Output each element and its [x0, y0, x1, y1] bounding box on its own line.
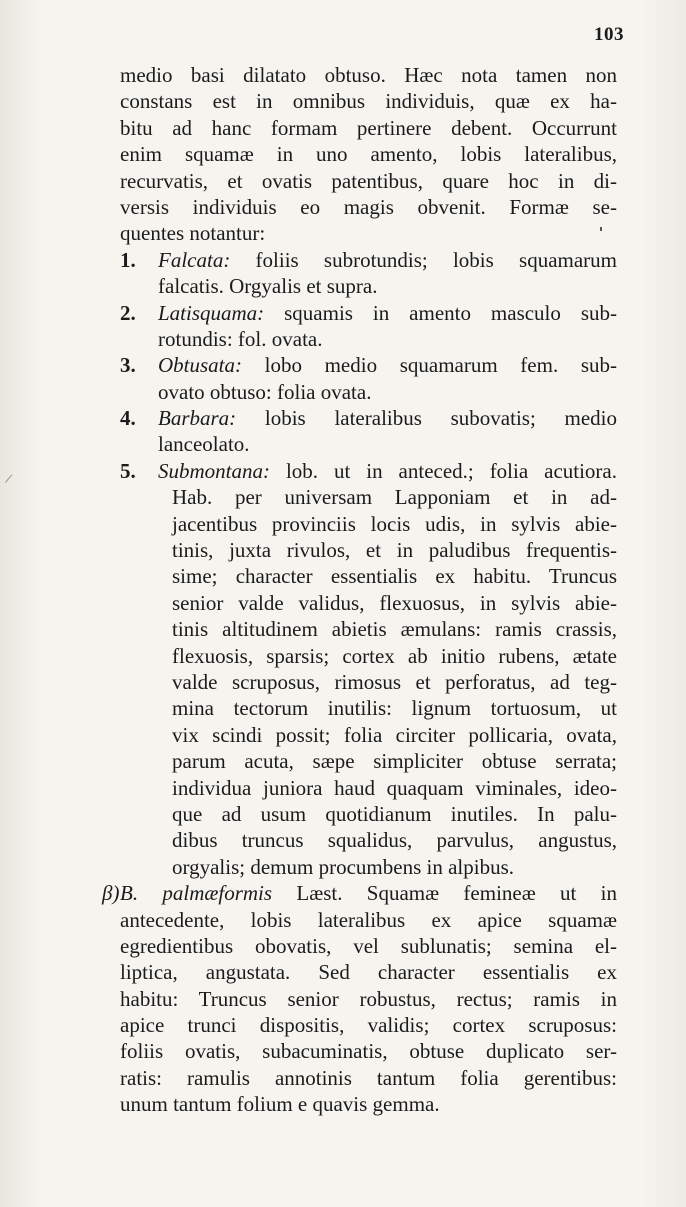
text-line: habitu: Truncus senior robustus, rectus; ramis in	[120, 986, 617, 1011]
text-line: enim squamæ in uno amento, lobis lateralibus,	[120, 142, 617, 167]
item-number: 5.	[120, 458, 136, 483]
item-text: foliis subrotundis; lobis squamarum	[255, 247, 618, 272]
list-item-continuation: ovato obtuso: folia ovata.	[158, 379, 372, 404]
list-item	[120, 405, 617, 458]
intro-paragraph	[120, 62, 617, 247]
list-item-continuation: rotundis: fol. ovata.	[158, 326, 323, 351]
text-line: egredientibus obovatis, vel sublunatis; semina el-	[120, 933, 617, 958]
ink-mark	[600, 227, 602, 231]
list-item	[120, 352, 617, 405]
text-line: constans est in omnibus individuis, quæ ex ha-	[120, 89, 617, 114]
variety-first-line	[102, 880, 618, 906]
page-number: 103	[594, 24, 624, 45]
text-line: ratis: ramulis annotinis tantum folia gerentibus:	[120, 1065, 617, 1090]
text-line: mina tectorum inutilis: lignum tortuosum, ut	[172, 696, 617, 721]
text-line: dibus truncus squalidus, parvulus, angustus,	[172, 828, 617, 853]
text-line: valde scruposus, rimosus et perforatus, ad teg-	[172, 669, 617, 694]
text-line: medio basi dilatato obtuso. Hæc nota tamen non	[120, 63, 617, 87]
item-number: 4.	[120, 406, 136, 431]
text-line: vix scindi possit; folia circiter pollicaria, ovata,	[172, 722, 617, 747]
list-item-first-line	[120, 300, 617, 326]
variety-name: B. palmæformis	[120, 881, 273, 906]
list-item	[120, 300, 617, 353]
text-line: jacentibus provinciis locis udis, in sylvis abie-	[172, 511, 617, 536]
text-line: versis individuis eo magis obvenit. Formæ se-	[120, 194, 617, 219]
list-item	[120, 247, 617, 300]
variety-marker: β)	[102, 881, 120, 906]
habitat-paragraph	[120, 484, 617, 880]
list-item-first-line	[120, 458, 617, 484]
text-line: recurvatis, et ovatis patentibus, quare hoc in di-	[120, 168, 617, 193]
list-item-first-line	[120, 247, 617, 273]
item-number: 3.	[120, 353, 136, 378]
text-line: tinis, juxta rivulos, et in paludibus frequentis-	[172, 538, 617, 563]
text-line: foliis ovatis, subacuminatis, obtuse duplicato ser-	[120, 1039, 617, 1064]
item-number: 1.	[120, 247, 136, 272]
item-name: Falcata:	[158, 247, 231, 272]
text-line: flexuosis, sparsis; cortex ab initio rubens, ætate	[172, 643, 617, 668]
text-line: individua juniora haud quaquam viminales, ideo-	[172, 775, 617, 800]
text-line: parum acuta, sæpe simpliciter obtuse serrata;	[172, 749, 617, 774]
text-line: senior valde validus, flexuosus, in sylvis abie-	[172, 590, 617, 615]
item-text: lobis lateralibus subovatis; medio	[264, 406, 618, 431]
item-name: Obtusata:	[158, 353, 242, 378]
text-line: orgyalis; demum procumbens in alpibus.	[172, 854, 514, 879]
text-body	[102, 62, 618, 1118]
text-line: Hab. per universam Lapponiam et in ad-	[172, 485, 617, 510]
list-item-first-line	[120, 405, 617, 431]
text-line: unum tantum folium e quavis gemma.	[120, 1092, 440, 1117]
list-item	[120, 458, 617, 484]
margin-mark	[5, 475, 13, 484]
text-line: sime; character essentialis ex habitu. Truncus	[172, 564, 617, 589]
item-text: lobo medio squamarum fem. sub-	[264, 353, 617, 378]
item-name: Barbara:	[158, 406, 237, 431]
text-line: quentes notantur:	[120, 221, 266, 246]
variety-paragraph	[102, 880, 618, 1118]
item-number: 2.	[120, 300, 136, 325]
list-item-first-line	[120, 352, 617, 378]
forms-list	[120, 247, 617, 485]
text-line: que ad usum quotidianum inutiles. In palu-	[172, 801, 617, 826]
text-line: antecedente, lobis lateralibus ex apice squamæ	[120, 907, 617, 932]
item-name: Submontana:	[158, 458, 270, 483]
text-line: liptica, angustata. Sed character essentialis ex	[120, 960, 617, 985]
variety-text: Læst. Squamæ femineæ ut in	[296, 881, 618, 906]
item-text: squamis in amento masculo sub-	[284, 300, 617, 325]
text-line: apice trunci dispositis, validis; cortex scruposus:	[120, 1013, 617, 1038]
list-item-continuation: falcatis. Orgyalis et supra.	[158, 274, 378, 299]
item-name: Latisquama:	[158, 300, 265, 325]
text-line: bitu ad hanc formam pertinere debent. Occurrunt	[120, 115, 617, 140]
item-text: lob. ut in anteced.; folia acutiora.	[285, 458, 617, 483]
text-line: tinis altitudinem abietis æmulans: ramis crassis,	[172, 617, 617, 642]
list-item-continuation: lanceolato.	[158, 432, 250, 457]
